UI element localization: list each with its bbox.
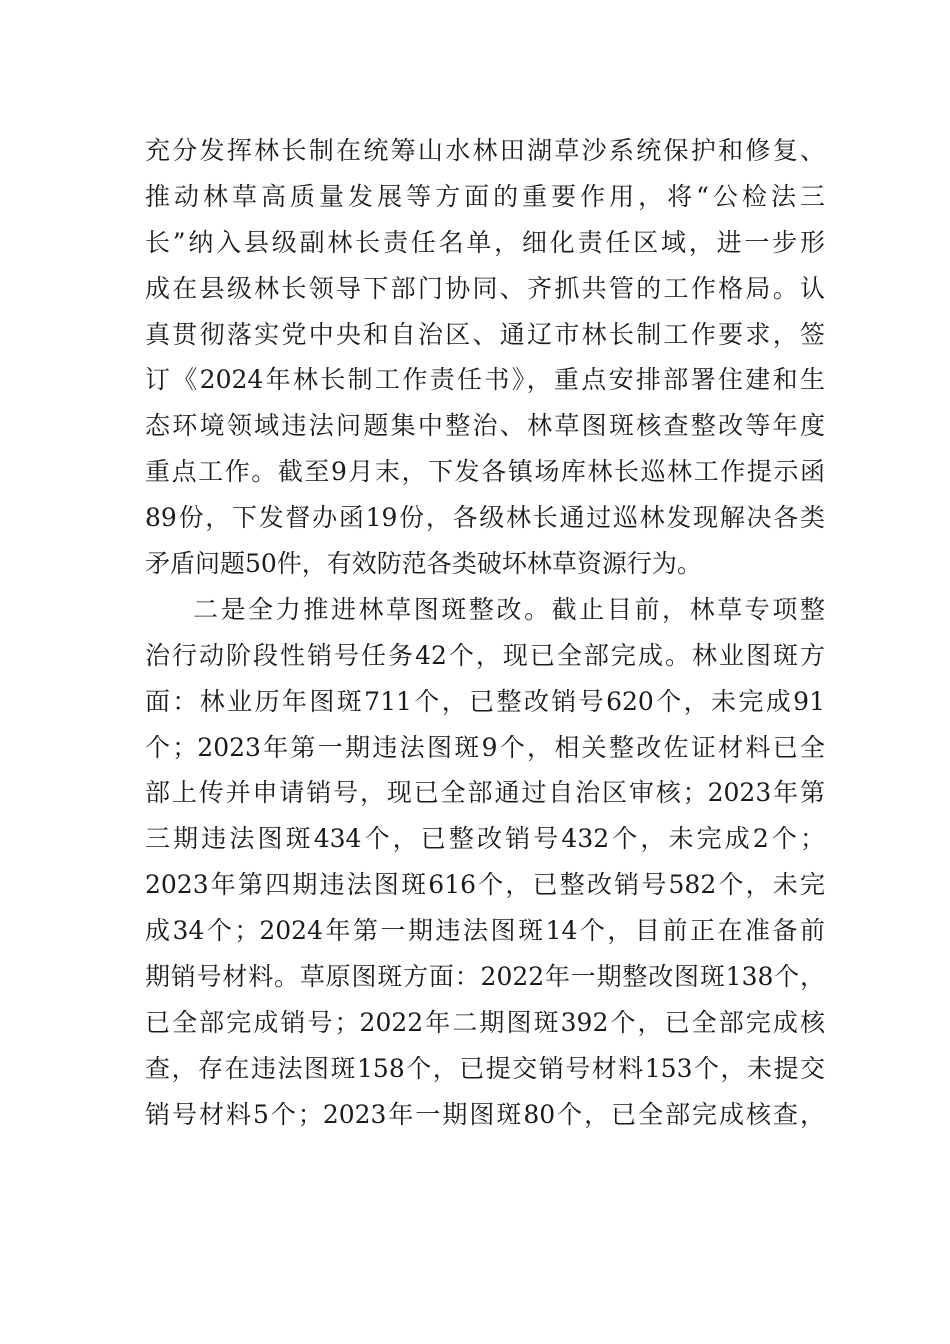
text-line: 矛盾问题50件，有效防范各类破坏林草资源行为。 (145, 549, 702, 579)
text-line: 部上传并申请销号，现已全部通过自治区审核；2023年第 (145, 778, 825, 808)
text-line: 态环境领域违法问题集中整治、林草图斑核查整改等年度 (145, 411, 825, 441)
text-line: 期销号材料。草原图斑方面：2022年一期整改图斑138个， (145, 962, 825, 992)
text-line: 推动林草高质量发展等方面的重要作用，将“公检法三 (145, 181, 825, 211)
text-line: 成34个；2024年第一期违法图斑14个，目前正在准备前 (145, 916, 825, 946)
paragraph-start-line: 二是全力推进林草图斑整改。截止目前，林草专项整 (193, 594, 825, 624)
text-line: 面：林业历年图斑711个，已整改销号620个，未完成91 (145, 686, 825, 716)
text-line: 查，存在违法图斑158个，已提交销号材料153个，未提交 (145, 1053, 825, 1083)
text-line: 三期违法图斑434个，已整改销号432个，未完成2个； (145, 824, 825, 854)
text-line: 重点工作。截至9月末，下发各镇场库林长巡林工作提示函 (145, 457, 825, 487)
text-line: 2023年第四期违法图斑616个，已整改销号582个，未完 (145, 870, 825, 900)
text-line: 销号材料5个；2023年一期图斑80个，已全部完成核查， (145, 1099, 825, 1129)
text-line: 成在县级林长领导下部门协同、齐抓共管的工作格局。认 (145, 273, 825, 303)
text-line: 长”纳入县级副林长责任名单，细化责任区域，进一步形 (145, 227, 825, 257)
text-line: 订《2024年林长制工作责任书》，重点安排部署住建和生 (145, 365, 825, 395)
text-line: 已全部完成销号；2022年二期图斑392个，已全部完成核 (145, 1007, 825, 1037)
text-line: 真贯彻落实党中央和自治区、通辽市林长制工作要求，签 (145, 319, 825, 349)
text-line: 个；2023年第一期违法图斑9个，相关整改佐证材料已全 (145, 732, 825, 762)
text-line: 治行动阶段性销号任务42个，现已全部完成。林业图斑方 (145, 640, 825, 670)
text-line: 89份，下发督办函19份，各级林长通过巡林发现解决各类 (145, 503, 825, 533)
text-line: 充分发挥林长制在统筹山水林田湖草沙系统保护和修复、 (145, 136, 825, 165)
body-text (145, 128, 825, 1138)
